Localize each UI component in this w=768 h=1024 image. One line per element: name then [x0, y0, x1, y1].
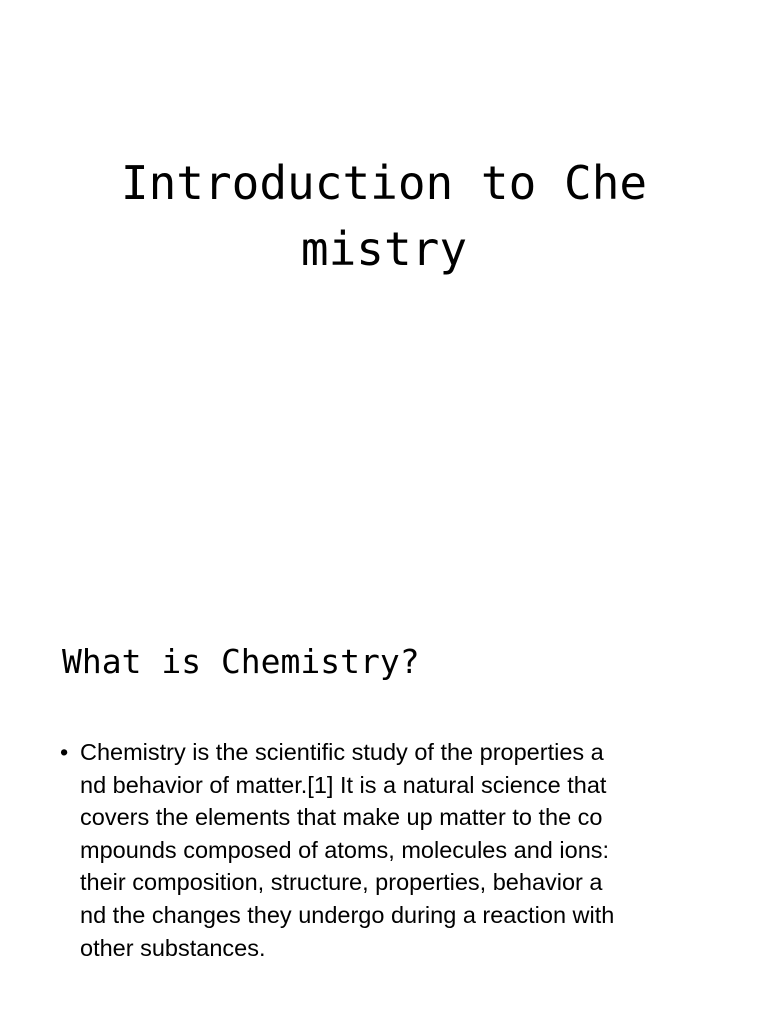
bullet-line: nd the changes they undergo during a reaction with: [80, 901, 615, 928]
slide-title-text: [0, 150, 768, 282]
bullet-line: other substances.: [80, 934, 266, 961]
bullet-line: covers the elements that make up matter to the co: [80, 804, 603, 831]
title-line: mistry: [300, 222, 468, 276]
slide-heading: What is Chemistry?: [62, 642, 420, 681]
bullet-line: nd behavior of matter.[1] It is a natural science that: [80, 771, 607, 798]
bullet-line: mpounds composed of atoms, molecules and ions:: [80, 836, 610, 863]
bullet-list: [60, 736, 720, 964]
bullet-line: Chemistry is the scientific study of the properties a: [80, 739, 604, 765]
bullet-line: their composition, structure, properties, behavior a: [80, 869, 603, 896]
title-line: Introduction to Che: [120, 156, 648, 210]
bullet-item: [60, 736, 720, 964]
slide-what-is-chemistry: [0, 560, 768, 1024]
bullet-text: [80, 736, 720, 964]
bullet-marker: •: [60, 739, 69, 765]
